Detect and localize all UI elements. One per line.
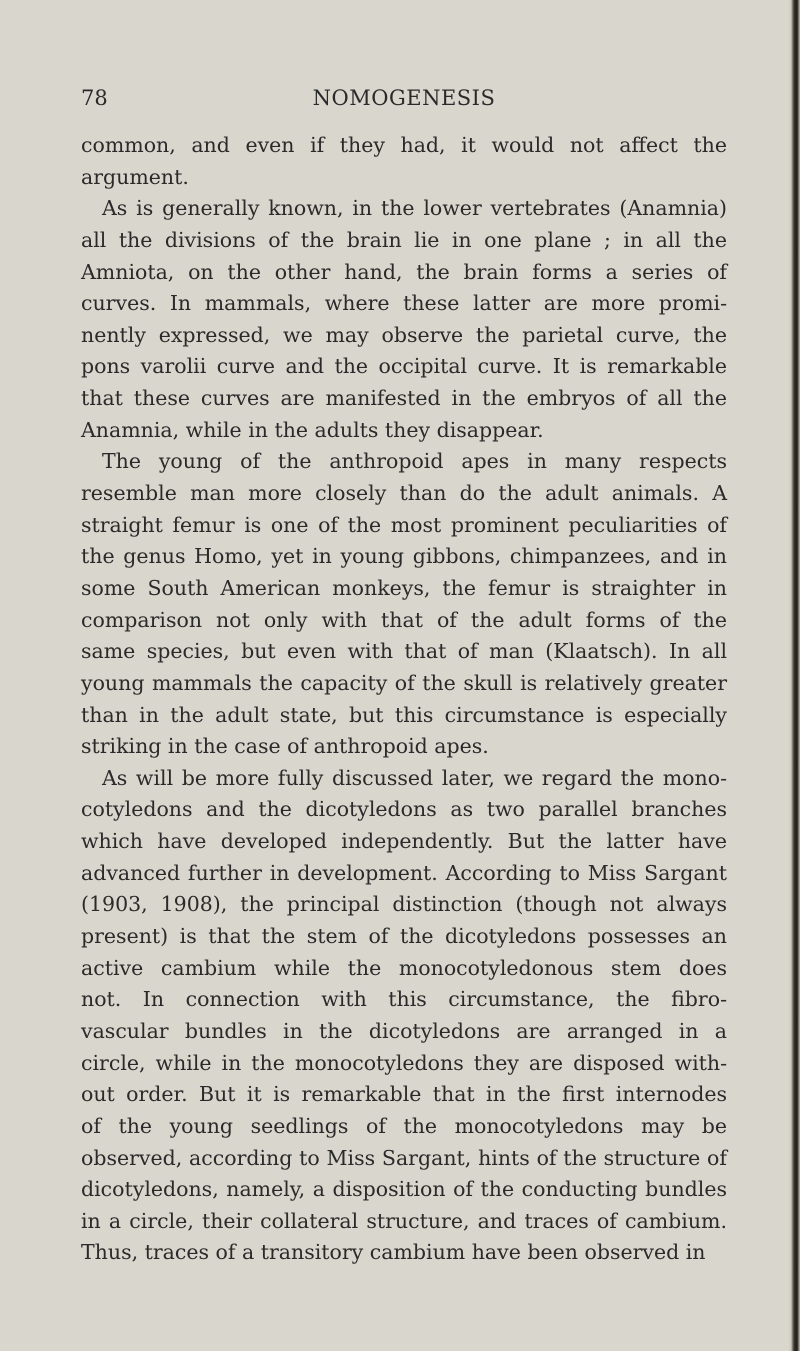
- text-line: same species, but even with that of man (Klaatsch). In all: [81, 639, 727, 664]
- text-line: As is generally known, in the lower vertebrates (Anamnia): [102, 196, 727, 221]
- text-line: vascular bundles in the dicotyledons are arranged in a: [81, 1018, 727, 1043]
- text-line: young mammals the capacity of the skull is relatively greater: [81, 670, 727, 695]
- text-line: active cambium while the monocotyledonous stem does: [81, 955, 727, 980]
- text-line: straight femur is one of the most prominent peculiarities of: [81, 512, 727, 537]
- running-title: NOMOGENESIS: [312, 86, 496, 110]
- body-text: [81, 130, 727, 1269]
- text-line: cotyledons and the dicotyledons as two parallel branches: [81, 797, 727, 822]
- text-line: circle, while in the monocotyledons they are disposed with-: [81, 1050, 727, 1075]
- book-binding-edge: [788, 0, 800, 1351]
- text-line: the genus Homo, yet in young gibbons, chimpanzees, and in: [81, 544, 727, 569]
- text-line: not. In connection with this circumstance, the fibro-: [81, 987, 727, 1012]
- text-line: Thus, traces of a transitory cambium have been observed in: [81, 1240, 706, 1265]
- text-line: some South American monkeys, the femur is straighter in: [81, 575, 727, 600]
- text-line: (1903, 1908), the principal distinction (though not always: [81, 892, 727, 917]
- text-line: resemble man more closely than do the adult animals. A: [81, 481, 727, 506]
- text-line: striking in the case of anthropoid apes.: [81, 734, 489, 759]
- text-line: that these curves are manifested in the embryos of all the: [81, 386, 727, 411]
- text-line: Amniota, on the other hand, the brain forms a series of: [81, 259, 727, 284]
- text-line: common, and even if they had, it would not affect the: [81, 133, 727, 157]
- text-line: Anamnia, while in the adults they disappear.: [81, 417, 544, 442]
- text-line: in a circle, their collateral structure, and traces of cambium.: [81, 1208, 727, 1233]
- text-line: As will be more fully discussed later, we regard the mono-: [102, 765, 727, 790]
- text-line: than in the adult state, but this circumstance is especially: [81, 702, 727, 727]
- page-header: [81, 86, 727, 116]
- text-line: dicotyledons, namely, a disposition of the conducting bundles: [81, 1177, 727, 1202]
- text-line: out order. But it is remarkable that in the first internodes: [81, 1082, 727, 1107]
- text-line: which have developed independently. But the latter have: [81, 829, 727, 854]
- text-line: pons varolii curve and the occipital curve. It is remarkable: [81, 354, 727, 379]
- text-line: all the divisions of the brain lie in one plane ; in all the: [81, 227, 727, 252]
- page-number: 78: [81, 86, 108, 110]
- text-line: observed, according to Miss Sargant, hints of the structure of: [81, 1145, 727, 1170]
- text-line: nently expressed, we may observe the parietal curve, the: [81, 322, 727, 347]
- text-line: argument.: [81, 164, 189, 189]
- text-line: present) is that the stem of the dicotyledons possesses an: [81, 924, 727, 949]
- text-line: of the young seedlings of the monocotyledons may be: [81, 1113, 727, 1138]
- text-line: comparison not only with that of the adult forms of the: [81, 607, 727, 632]
- text-line: advanced further in development. According to Miss Sargant: [81, 860, 727, 885]
- text-line: curves. In mammals, where these latter are more promi-: [81, 291, 727, 316]
- text-line: The young of the anthropoid apes in many respects: [102, 449, 727, 474]
